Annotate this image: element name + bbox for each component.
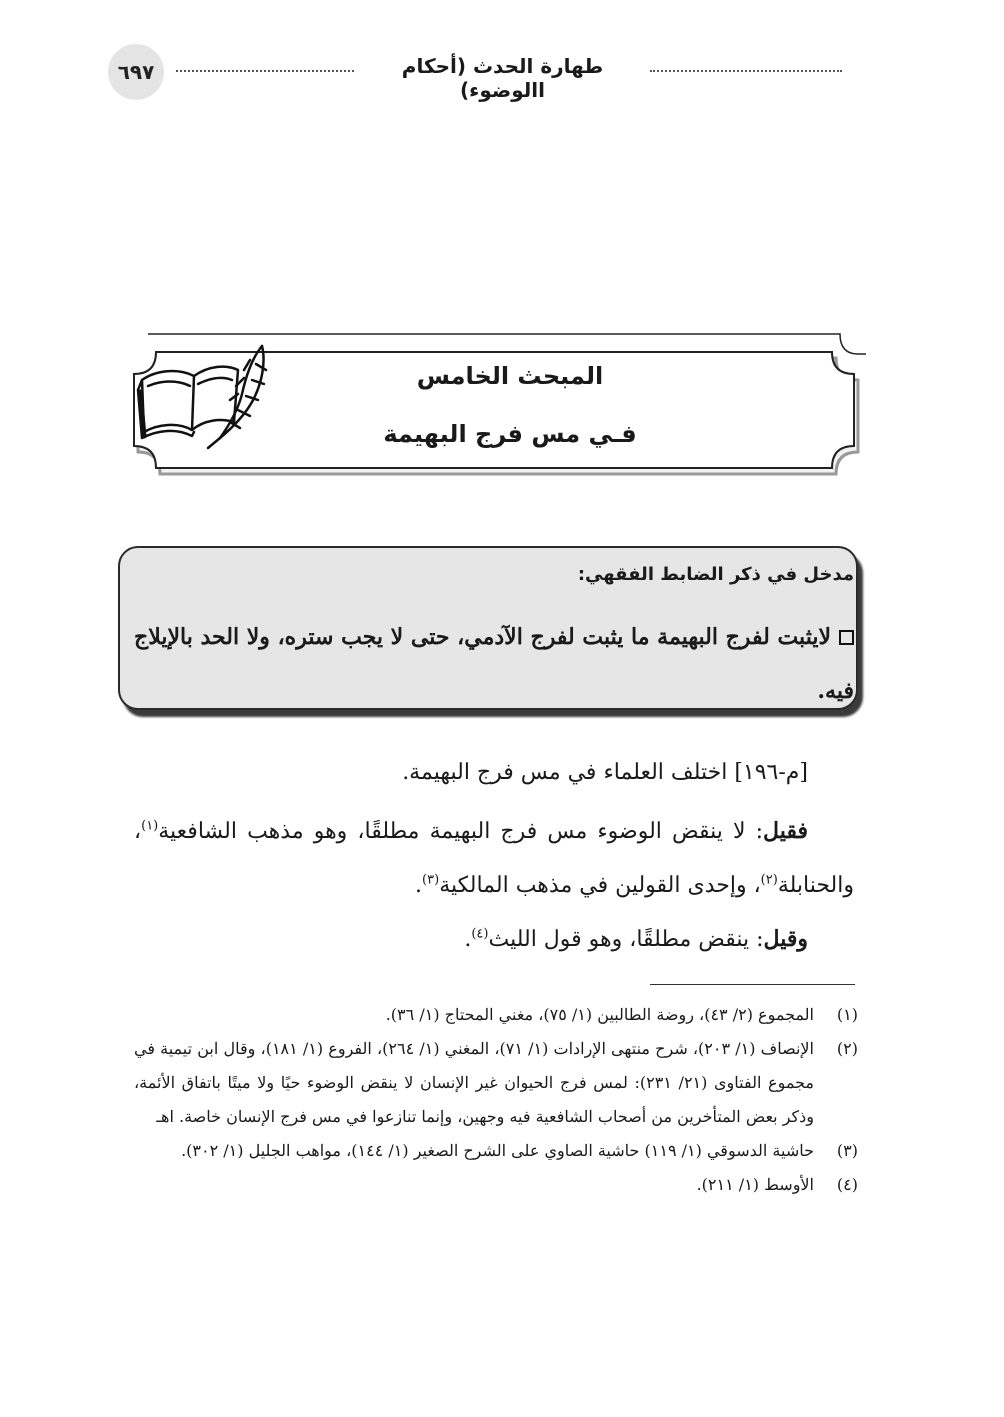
footnote: [134, 998, 858, 1032]
paragraph-2-text-b: ، والحنابلة: [134, 819, 854, 898]
checkbox-icon: [839, 630, 854, 645]
header-dotted-leader-right: [650, 70, 842, 72]
paragraph-3-text-b: .: [464, 927, 472, 952]
footnote-text: حاشية الدسوقي (١/ ١١٩) حاشية الصاوي على الشرح الصغير (١/ ١٤٤)، مواهب الجليل (١/ ٣٠٢).: [181, 1141, 814, 1160]
paragraph-3-lead: وقيل: [763, 926, 808, 952]
footnote-text: المجموع (٢/ ٤٣)، روضة الطالبين (١/ ٧٥)، مغني المحتاج (١/ ٣٦).: [385, 1005, 814, 1024]
footnote-ref-4: (٤): [471, 926, 489, 942]
page-number: ٦٩٧: [117, 60, 155, 84]
footnote: [134, 1134, 858, 1168]
footnote: [134, 1032, 858, 1134]
footnote-number: (٤): [836, 1175, 858, 1194]
footnotes: [134, 998, 858, 1202]
footnote-text: الإنصاف (١/ ٢٠٣)، شرح منتهى الإرادات (١/ ٧١)، المغني (١/ ٢٦٤)، الفروع (١/ ١٨١)، وقال ابن تيمية في مجموع الفتاوى (٢١/ ٢٣١): لمس فرج الحيوان غير الإنسان لا ينقض الوضوء حيًا ولا ميتًا باتفاق الأئمة، وذكر بعض المتأخرين من أصحاب الشافعية فيه وجهين، وإنما تنازعوا في مس فرج الإنسان خاصة. اهـ: [134, 1039, 815, 1126]
paragraph-2-text-a: : لا ينقض الوضوء مس فرج البهيمة مطلقًا، وهو مذهب الشافعية: [158, 819, 764, 844]
footnote-separator: [650, 984, 855, 985]
rule-text-block: [134, 610, 854, 718]
footnote-number: (٢): [836, 1039, 858, 1058]
paragraph-2: [134, 804, 854, 913]
chapter-subtitle: فـي مس فرج البهيمة: [383, 420, 637, 448]
footnote-ref-1: (١): [141, 818, 159, 834]
footnote-text: الأوسط (١/ ٢١١).: [696, 1175, 814, 1194]
footnote-number: (٣): [836, 1141, 858, 1160]
rule-heading: مدخل في ذكر الضابط الفقهي:: [577, 564, 854, 585]
header-dotted-leader-left: [176, 70, 354, 72]
rule-text: لايثبت لفرج البهيمة ما يثبت لفرج الآدمي، حتى لا يجب ستره، ولا الحد بالإيلاج فيه.: [134, 624, 854, 704]
paragraph-3: [154, 912, 854, 967]
paragraph-3-text-a: : ينقض مطلقًا، وهو قول الليث: [488, 927, 764, 952]
chapter-title: المبحث الخامس: [416, 362, 604, 390]
paragraph-2-text-c: ، وإحدى القولين في مذهب المالكية: [439, 873, 761, 898]
footnote: [134, 1168, 858, 1202]
paragraph-2-text-d: .: [415, 873, 423, 898]
footnote-ref-3: (٣): [422, 872, 440, 888]
footnote-ref-2: (٢): [760, 872, 778, 888]
paragraph-1: [م-١٩٦] اختلف العلماء في مس فرج البهيمة.: [402, 760, 808, 785]
footnote-number: (١): [836, 1005, 858, 1024]
page-number-badge: [108, 44, 164, 100]
running-title: طهارة الحدث (أحكام االوضوء): [401, 54, 604, 102]
book-quill-icon: [134, 340, 274, 452]
paragraph-2-lead: فقيل: [763, 818, 808, 844]
